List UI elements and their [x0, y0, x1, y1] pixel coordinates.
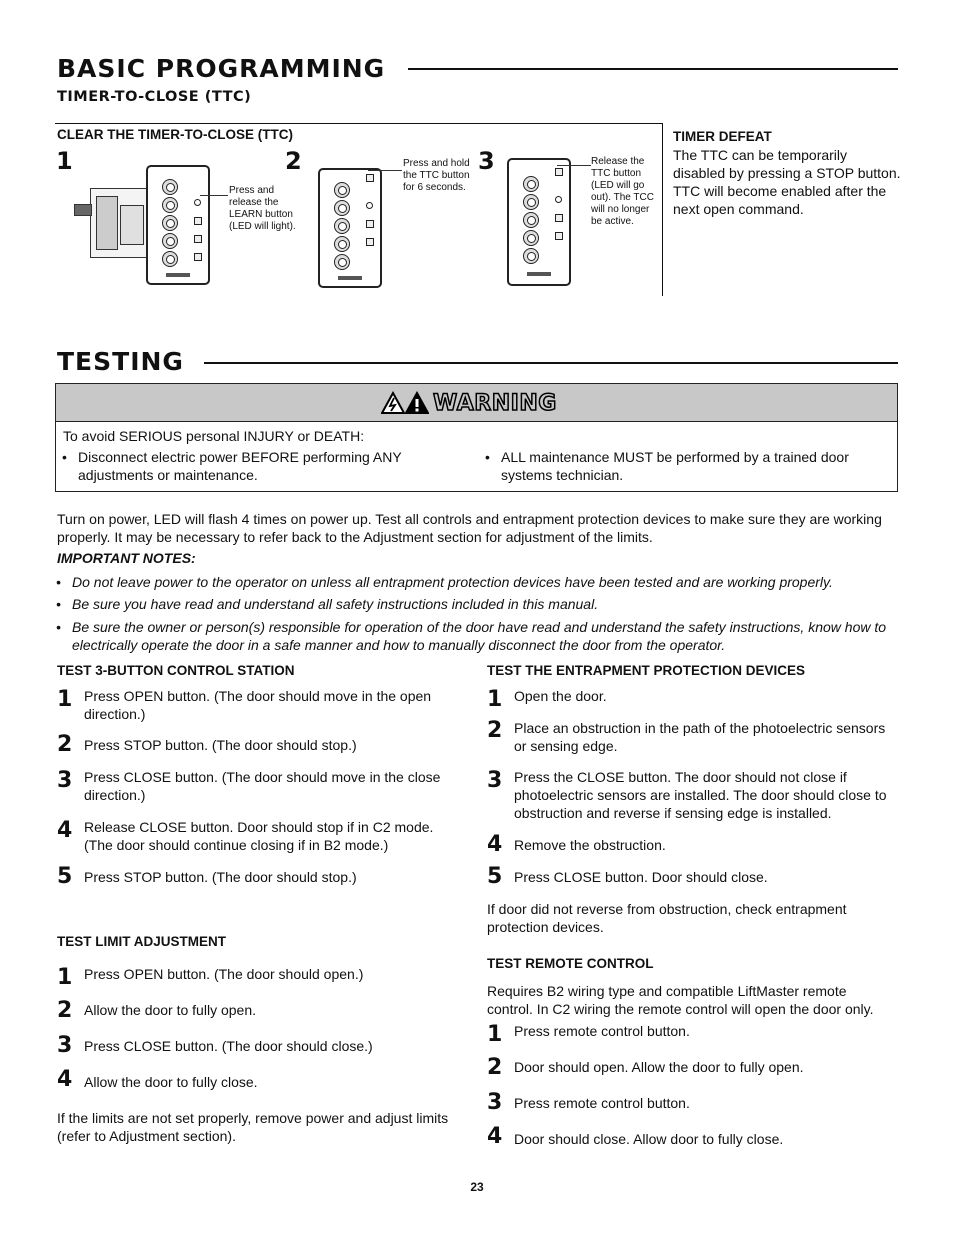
test-remote-step-2: Door should open. Allow the door to fully open. — [514, 1059, 804, 1075]
figure-top-rule — [55, 123, 663, 124]
test-limit-footer: If the limits are not set properly, remove power and adjust limits (refer to Adjustment section). — [57, 1110, 449, 1144]
step-number: 5 — [57, 864, 73, 889]
step-number: 2 — [487, 1055, 503, 1080]
warning-intro: To avoid SERIOUS personal INJURY or DEATH: — [63, 428, 365, 444]
step-number: 1 — [57, 687, 73, 712]
figure-right-rule — [662, 123, 663, 296]
test-3button-step-3: Press CLOSE button. (The door should move in the close direction.) — [84, 769, 441, 803]
section-subtitle-ttc: TIMER-TO-CLOSE (TTC) — [57, 89, 252, 105]
callout-line — [557, 165, 591, 166]
terminal — [523, 230, 539, 246]
warning-bullet-right: • ALL maintenance MUST be performed by a trained door systems technician. — [501, 448, 891, 484]
learn-button — [366, 220, 374, 228]
test-limit-step-3: Press CLOSE button. (The door should close.) — [84, 1038, 373, 1054]
test-entrapment-step-4: Remove the obstruction. — [514, 837, 666, 853]
step-number: 3 — [487, 768, 503, 793]
warning-box — [55, 383, 898, 492]
terminal — [162, 179, 178, 195]
warning-label-group — [381, 390, 581, 416]
section-title-basic-programming: BASIC PROGRAMMING — [57, 54, 386, 83]
test-remote-intro: Requires B2 wiring type and compatible LiftMaster remote control. In C2 wiring the remote control will open the door only. — [487, 983, 874, 1017]
learn-button — [194, 217, 202, 225]
step-number: 1 — [487, 687, 503, 712]
warning-triangle-icon — [381, 391, 429, 415]
step-number: 2 — [487, 718, 503, 743]
connector — [166, 273, 190, 277]
test-remote-step-1: Press remote control button. — [514, 1023, 690, 1039]
test-remote-step-3: Press remote control button. — [514, 1095, 690, 1111]
warning-header — [56, 384, 897, 422]
figure-step-2-caption: Press and hold the TTC button for 6 seconds. — [403, 158, 470, 193]
test-3button-step-1: Press OPEN button. (The door should move in the open direction.) — [84, 688, 432, 722]
figure-step-3-number: 3 — [478, 147, 495, 175]
operator-gearbox — [120, 205, 144, 245]
important-note-3: • Be sure the owner or person(s) responsible for operation of the door have read and understand the safety instructions, know how to electrically operate the door in a safe manner and how to manually disconnect the door from the operator. — [72, 618, 897, 654]
figure-step-1-number: 1 — [56, 147, 73, 175]
operator-shaft — [74, 204, 92, 216]
important-note-2: • Be sure you have read and understand all safety instructions included in this manual. — [72, 595, 897, 613]
terminal — [523, 248, 539, 264]
step-number: 4 — [57, 1067, 73, 1092]
terminal — [334, 236, 350, 252]
test-entrapment-step-1: Open the door. — [514, 688, 607, 704]
timer-defeat-title: TIMER DEFEAT — [673, 129, 772, 144]
board-button — [194, 253, 202, 261]
step-number: 3 — [57, 1033, 73, 1058]
step-number: 2 — [57, 732, 73, 757]
figure-step-1-caption: Press and release the LEARN button (LED will light). — [229, 185, 296, 232]
step-number: 3 — [57, 768, 73, 793]
board-button — [555, 232, 563, 240]
terminal — [162, 215, 178, 231]
terminal — [523, 176, 539, 192]
callout-line — [200, 195, 228, 196]
figure-step-2-number: 2 — [285, 147, 302, 175]
test-remote-step-4: Door should close. Allow door to fully close. — [514, 1131, 784, 1147]
page-number: 23 — [470, 1180, 484, 1194]
timer-defeat-text: The TTC can be temporarily disabled by pressing a STOP button. TTC will become enabled after the next open command. — [673, 147, 901, 217]
testing-intro: Turn on power, LED will flash 4 times on power up. Test all controls and entrapment protection devices to make sure they are working properly. It may be necessary to refer back to the Adjustment section for adjustment of the limits. — [57, 511, 882, 545]
important-note-1: • Do not leave power to the operator on unless all entrapment protection devices have been tested and are working properly. — [72, 573, 897, 591]
step-number: 1 — [487, 1022, 503, 1047]
terminal — [334, 254, 350, 270]
step-number: 4 — [487, 832, 503, 857]
terminal — [523, 212, 539, 228]
test-entrapment-title: TEST THE ENTRAPMENT PROTECTION DEVICES — [487, 663, 806, 678]
ttc-button — [366, 174, 374, 182]
board-panel-2 — [318, 168, 382, 288]
step-number: 3 — [487, 1090, 503, 1115]
callout-line — [368, 170, 402, 171]
connector — [338, 276, 362, 280]
terminal — [162, 233, 178, 249]
test-entrapment-step-5: Press CLOSE button. Door should close. — [514, 869, 768, 885]
led-indicator — [194, 199, 201, 206]
learn-button — [555, 214, 563, 222]
terminal — [334, 218, 350, 234]
figure-step-3-caption: Release the TTC button (LED will go out). The TCC will no longer be active. — [591, 156, 654, 227]
step-number: 4 — [57, 818, 73, 843]
terminal — [523, 194, 539, 210]
operator-motor — [96, 196, 118, 250]
test-entrapment-step-3: Press the CLOSE button. The door should not close if photoelectric sensors are installed. The door should close to obstruction and reverse if sensing edge is installed. — [514, 769, 887, 821]
test-limit-title: TEST LIMIT ADJUSTMENT — [57, 934, 226, 949]
title-rule — [204, 362, 898, 364]
test-limit-step-4: Allow the door to fully close. — [84, 1074, 258, 1090]
test-limit-step-1: Press OPEN button. (The door should open.) — [84, 966, 364, 982]
board-button — [366, 238, 374, 246]
terminal — [334, 182, 350, 198]
test-entrapment-footer: If door did not reverse from obstruction, check entrapment protection devices. — [487, 901, 847, 935]
led-indicator — [366, 202, 373, 209]
step-number: 5 — [487, 864, 503, 889]
title-rule — [408, 68, 898, 70]
test-3button-step-5: Press STOP button. (The door should stop.) — [84, 869, 357, 885]
ttc-button — [555, 168, 563, 176]
terminal — [162, 251, 178, 267]
test-3button-title: TEST 3-BUTTON CONTROL STATION — [57, 663, 295, 678]
clear-ttc-title: CLEAR THE TIMER-TO-CLOSE (TTC) — [57, 127, 293, 142]
terminal — [334, 200, 350, 216]
board-panel-3 — [507, 158, 571, 286]
important-notes-title: IMPORTANT NOTES: — [57, 550, 196, 566]
step-number: 2 — [57, 998, 73, 1023]
test-entrapment-step-2: Place an obstruction in the path of the photoelectric sensors or sensing edge. — [514, 720, 886, 754]
section-title-testing: TESTING — [57, 347, 184, 376]
test-3button-step-4: Release CLOSE button. Door should stop if in C2 mode. (The door should continue closing if in B2 mode.) — [84, 819, 434, 853]
step-number: 4 — [487, 1124, 503, 1149]
warning-label: WARNING — [433, 390, 557, 416]
warning-bullet-left: • Disconnect electric power BEFORE performing ANY adjustments or maintenance. — [78, 448, 438, 484]
ttc-button — [194, 235, 202, 243]
test-3button-step-2: Press STOP button. (The door should stop.) — [84, 737, 357, 753]
step-number: 1 — [57, 965, 73, 990]
board-panel-1 — [146, 165, 210, 285]
test-limit-step-2: Allow the door to fully open. — [84, 1002, 256, 1018]
test-remote-title: TEST REMOTE CONTROL — [487, 956, 654, 971]
connector — [527, 272, 551, 276]
led-indicator — [555, 196, 562, 203]
terminal — [162, 197, 178, 213]
